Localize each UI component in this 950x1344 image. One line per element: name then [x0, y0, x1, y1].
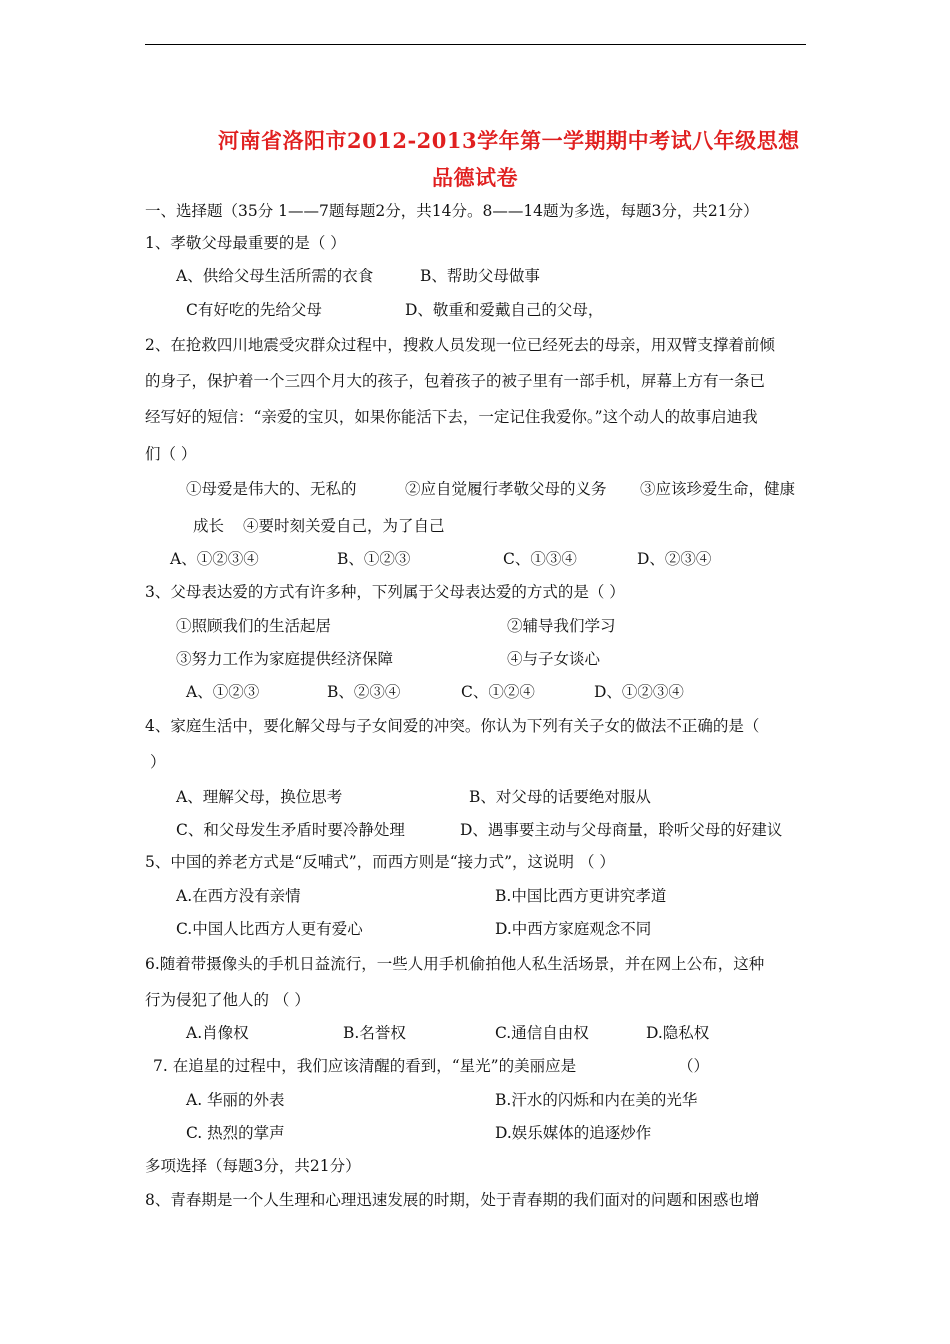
question-7-option-d: D.娱乐媒体的追逐炒作 [495, 1124, 652, 1142]
title-line-1: 河南省洛阳市2012-2013学年第一学期期中考试八年级思想 [218, 128, 800, 153]
question-5-option-a: A.在西方没有亲情 [176, 887, 301, 905]
question-3-option-d: D、①②③④ [594, 683, 684, 701]
question-2-stem-1: 2、在抢救四川地震受灾群众过程中，搜救人员发现一位已经死去的母亲，用双臂支撑着前倾 [145, 336, 775, 354]
question-6-option-d: D.隐私权 [646, 1024, 710, 1042]
question-1-stem: 1、孝敬父母最重要的是（ ） [145, 234, 346, 252]
question-6-option-c: C.通信自由权 [495, 1024, 589, 1042]
question-7-option-a: A. 华丽的外表 [186, 1091, 285, 1109]
section-2-header: 多项选择（每题3分，共21分） [145, 1157, 361, 1175]
question-3-option-b: B、②③④ [327, 683, 401, 701]
question-2-item-3: ③应该珍爱生命，健康 [640, 480, 796, 498]
section-1-header: 一、选择题（35分 1——7题每题2分，共14分。8——14题为多选，每题3分，共21分） [145, 202, 759, 220]
question-4-option-d: D、遇事要主动与父母商量，聆听父母的好建议 [460, 821, 783, 839]
question-5-option-c: C.中国人比西方人更有爱心 [176, 920, 363, 938]
question-3-stem: 3、父母表达爱的方式有许多种，下列属于父母表达爱的方式的是（ ） [145, 583, 625, 601]
question-3-option-c: C、①②④ [461, 683, 535, 701]
question-2-stem-4: 们（ ） [145, 445, 197, 463]
question-2-stem-3: 经写好的短信：“亲爱的宝贝，如果你能活下去，一定记住我爱你。”这个动人的故事启迪我 [145, 408, 758, 426]
question-1-option-b: B、帮助父母做事 [420, 267, 540, 285]
question-6-option-a: A.肖像权 [186, 1024, 249, 1042]
question-1-option-c: C有好吃的先给父母 [186, 301, 322, 319]
question-8-stem-1: 8、青春期是一个人生理和心理迅速发展的时期，处于青春期的我们面对的问题和困惑也增 [145, 1191, 760, 1209]
question-1-option-d: D、敬重和爱戴自己的父母， [405, 301, 604, 319]
question-7-option-b: B.汗水的闪烁和内在美的光华 [495, 1091, 698, 1109]
question-2-option-b: B、①②③ [337, 550, 411, 568]
question-4-stem-2: ） [150, 753, 166, 771]
question-4-option-b: B、对父母的话要绝对服从 [469, 788, 651, 806]
question-4-stem-1: 4、家庭生活中，要化解父母与子女间爱的冲突。你认为下列有关子女的做法不正确的是（ [145, 717, 760, 735]
question-3-option-a: A、①②③ [186, 683, 260, 701]
header-rule [145, 44, 806, 45]
question-4-option-a: A、理解父母，换位思考 [176, 788, 343, 806]
question-2-stem-2: 的身子，保护着一个三四个月大的孩子，包着孩子的被子里有一部手机，屏幕上方有一条已 [145, 372, 766, 390]
question-7-stem: 7. 在追星的过程中，我们应该清醒的看到，“星光”的美丽应是 [153, 1057, 577, 1075]
question-2-option-a: A、①②③④ [170, 550, 259, 568]
question-3-item-1: ①照顾我们的生活起居 [176, 617, 332, 635]
question-2-item-3-cont: 成长 [193, 517, 225, 535]
question-2-item-2: ②应自觉履行孝敬父母的义务 [405, 480, 607, 498]
question-2-item-4: ④要时刻关爱自己，为了自己 [243, 517, 445, 535]
question-4-option-c: C、和父母发生矛盾时要冷静处理 [176, 821, 405, 839]
question-5-stem: 5、中国的养老方式是“反哺式”，而西方则是“接力式”，这说明 （ ） [145, 853, 615, 871]
title-line-2: 品德试卷 [432, 165, 518, 190]
question-5-option-d: D.中西方家庭观念不同 [495, 920, 652, 938]
question-2-option-c: C、①③④ [503, 550, 577, 568]
question-3-item-2: ②辅导我们学习 [507, 617, 616, 635]
question-6-option-b: B.名誉权 [343, 1024, 406, 1042]
question-7-paren: （） [678, 1057, 710, 1075]
question-1-option-a: A、供给父母生活所需的衣食 [176, 267, 374, 285]
question-6-stem-1: 6.随着带摄像头的手机日益流行，一些人用手机偷拍他人私生活场景，并在网上公布，这种 [145, 955, 765, 973]
question-3-item-3: ③努力工作为家庭提供经济保障 [176, 650, 394, 668]
question-2-option-d: D、②③④ [637, 550, 712, 568]
question-3-item-4: ④与子女谈心 [507, 650, 601, 668]
question-6-stem-2: 行为侵犯了他人的 （ ） [145, 991, 310, 1009]
question-7-option-c: C. 热烈的掌声 [186, 1124, 285, 1142]
question-2-item-1: ①母爱是伟大的、无私的 [186, 480, 357, 498]
question-5-option-b: B.中国比西方更讲究孝道 [495, 887, 667, 905]
